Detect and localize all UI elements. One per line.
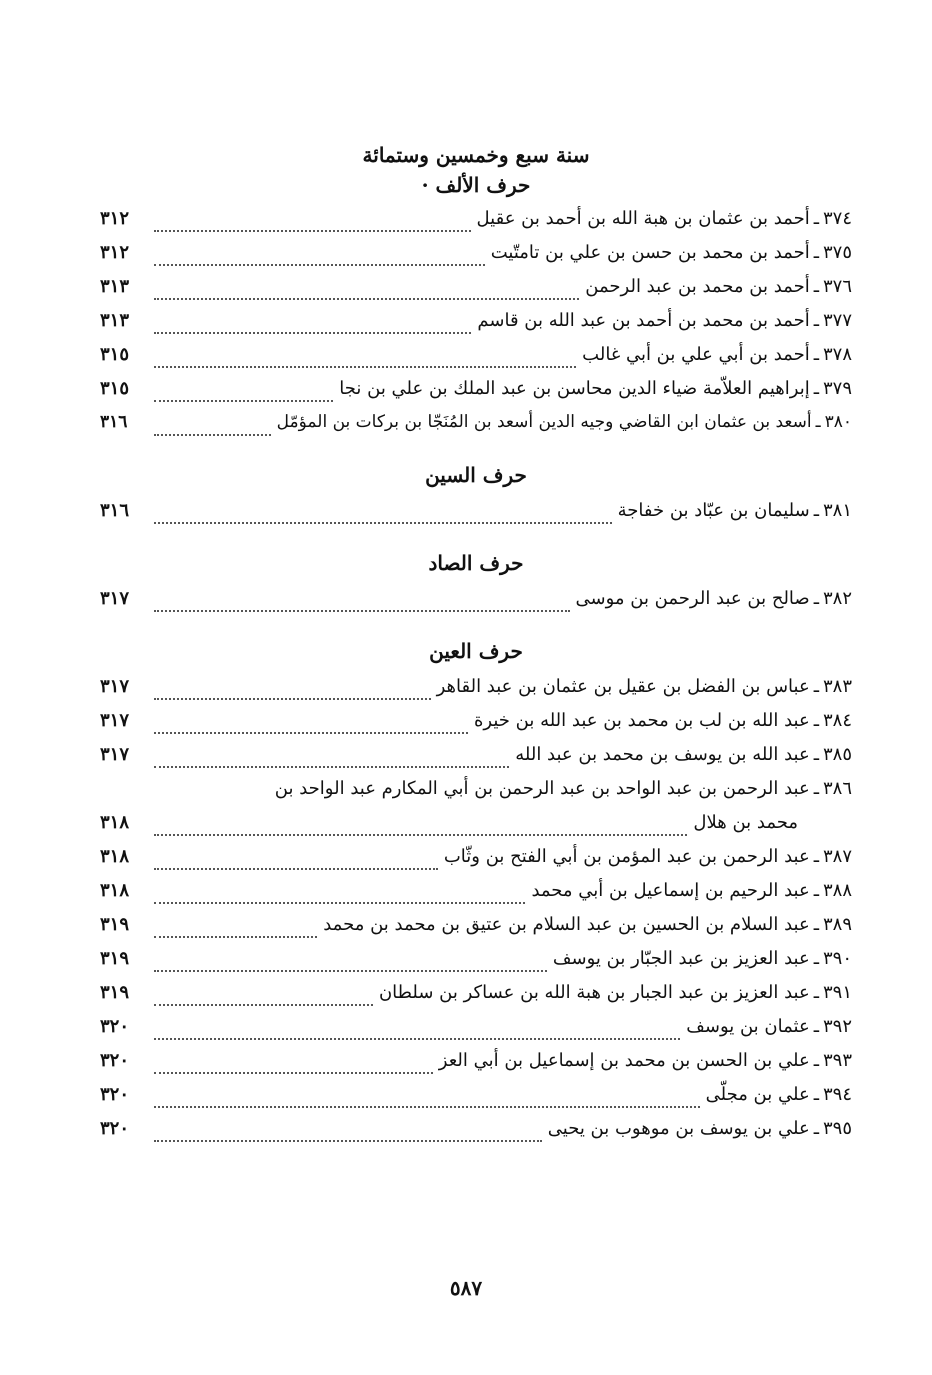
entry-page: ٣١٨ [100,880,130,901]
entry-page: ٣١٧ [100,710,130,731]
entry-name: أحمد بن محمد بن حسن بن علي بن تامتّيت [490,242,810,263]
leader-dots [154,698,431,700]
entry-name: علي بن مجلّى [705,1084,810,1105]
leader-dots [154,732,468,734]
section-title-ain: حرف العين [429,639,523,663]
index-entry: ٣٨٤ ـ عبد الله بن لب بن محمد بن عبد الله بن خيرة ٣١٧ [100,710,852,744]
entry-number: ٣٧٧ [822,310,852,331]
entry-name-continuation: محمد بن هلال [693,812,798,833]
entry-page: ٣١٢ [100,208,130,229]
index-entry: ٣٩٤ ـ علي بن مجلّى ٣٢٠ [100,1084,852,1118]
entry-page: ٣١٧ [100,588,130,609]
page-number: ٥٨٧ [449,1276,483,1300]
entry-page: ٣١٩ [100,948,130,969]
entry-number: ٣٨٥ [822,744,852,765]
index-entry: ٣٧٤ ـ أحمد بن عثمان بن هبة الله بن أحمد بن عقيل ٣١٢ [100,208,852,242]
entry-name: عبد السلام بن الحسين بن عبد السلام بن عتيق بن محمد بن محمد [323,914,810,935]
entry-page: ٣١٨ [100,812,130,833]
leader-dots [154,332,471,334]
leader-dots [154,834,687,836]
index-entry: ٣٩١ ـ عبد العزيز بن عبد الجبار بن هبة الله بن عساكر بن سلطان ٣١٩ [100,982,852,1016]
entry-number: ٣٨٧ [822,846,852,867]
index-entry: ٣٩٥ ـ علي بن يوسف بن موهوب بن يحيى ٣٢٠ [100,1118,852,1152]
index-entry: ٣٧٧ ـ أحمد بن محمد بن أحمد بن عبد الله بن قاسم ٣١٣ [100,310,852,344]
entry-name: علي بن يوسف بن موهوب بن يحيى [547,1118,810,1139]
entry-number: ٣٨٢ [822,588,852,609]
entry-name: إبراهيم العلاّمة ضياء الدين محاسن بن عبد الملك بن علي بن نجا [339,378,810,399]
entry-page: ٣١٩ [100,982,130,1003]
entry-name: عبد الله بن يوسف بن محمد بن عبد الله [515,744,810,765]
entry-number: ٣٧٨ [822,344,852,365]
entry-page: ٣١٢ [100,242,130,263]
entry-name: عثمان بن يوسف [686,1016,810,1037]
index-entry: ٣٧٥ ـ أحمد بن محمد بن حسن بن علي بن تامتّيت ٣١٢ [100,242,852,276]
entry-number: ٣٧٦ [822,276,852,297]
entry-number: ٣٩٢ [822,1016,852,1037]
index-entry: ٣٨٨ ـ عبد الرحيم بن إسماعيل بن أبي محمد ٣١٨ [100,880,852,914]
index-entry: ٣٩٠ ـ عبد العزيز بن عبد الجبّار بن يوسف ٣١٩ [100,948,852,982]
entry-name: أحمد بن محمد بن عبد الرحمن [585,276,810,297]
entry-number: ٣٩٠ [822,948,852,969]
entry-name: أحمد بن أبي علي بن أبي غالب [582,344,810,365]
entry-page: ٣٢٠ [100,1084,130,1105]
entry-page: ٣١٧ [100,676,130,697]
entry-page: ٣١٣ [100,310,130,331]
index-entry: ٣٨٩ ـ عبد السلام بن الحسين بن عبد السلام بن عتيق بن محمد بن محمد ٣١٩ [100,914,852,948]
index-content [100,140,852,1152]
entry-page: ٣١٧ [100,744,130,765]
entry-number: ٣٩١ [822,982,852,1003]
entry-number: ٣٧٤ [822,208,852,229]
entry-number: ٣٨٣ [822,676,852,697]
entry-page: ٣١٥ [100,378,130,399]
entry-page: ٣٢٠ [100,1118,130,1139]
entry-number: ٣٩٥ [822,1118,852,1139]
leader-dots [154,868,438,870]
index-entry: ٣٩٣ ـ علي بن الحسن بن محمد بن إسماعيل بن أبي العز ٣٢٠ [100,1050,852,1084]
leader-dots [154,766,509,768]
entry-name: عبد الرحمن بن عبد الواحد بن عبد الرحمن بن أبي المكارم عبد الواحد بن [274,778,810,799]
entry-name: أحمد بن محمد بن أحمد بن عبد الله بن قاسم [477,310,810,331]
leader-dots [154,230,471,232]
entry-number: ٣٨٩ [822,914,852,935]
entry-number: ٣٨١ [822,500,852,521]
leader-dots [154,400,333,402]
leader-dots [154,970,547,972]
entry-name: عبد العزيز بن عبد الجبار بن هبة الله بن عساكر بن سلطان [378,982,810,1003]
index-entry: ٣٨٦ ـ عبد الرحمن بن عبد الواحد بن عبد الرحمن بن أبي المكارم عبد الواحد بن [274,778,852,799]
entry-page: ٣٢٠ [100,1050,130,1071]
index-entry: ٣٧٨ ـ أحمد بن أبي علي بن أبي غالب ٣١٥ [100,344,852,378]
leader-dots [154,1140,542,1142]
entry-number: ٣٨٨ [822,880,852,901]
leader-dots [154,1038,680,1040]
leader-dots [154,366,576,368]
entry-page: ٣١٦ [100,500,130,521]
leader-dots [154,298,579,300]
entry-number: ٣٧٩ [822,378,852,399]
index-entry: ٣٨٥ ـ عبد الله بن يوسف بن محمد بن عبد الله ٣١٧ [100,744,852,778]
leader-dots [154,1072,433,1074]
entry-name: عبد الله بن لب بن محمد بن عبد الله بن خيرة [474,710,810,731]
year-title: سنة سبع وخمسين وستمائة [362,143,590,167]
entry-name: عبد العزيز بن عبد الجبّار بن يوسف [552,948,810,969]
leader-dots [154,434,271,436]
section-title-sad: حرف الصاد [428,551,524,575]
entry-name: صالح بن عبد الرحمن بن موسى [575,588,810,609]
index-entry-continuation [100,812,852,846]
entry-name: أحمد بن عثمان بن هبة الله بن أحمد بن عقيل [476,208,810,229]
leader-dots [154,522,612,524]
entry-number: ٣٨٦ [822,778,852,799]
entry-number: ٣٧٥ [822,242,852,263]
index-entry: ٣٧٩ ـ إبراهيم العلاّمة ضياء الدين محاسن بن عبد الملك بن علي بن نجا ٣١٥ [100,378,852,412]
leader-dots [154,902,525,904]
leader-dots [154,1106,700,1108]
entry-page: ٣١٦ [100,412,128,432]
entry-page: ٣١٩ [100,914,130,935]
entry-name: أسعد بن عثمان ابن القاضي وجيه الدين أسعد بن المُنَجّا بن بركات بن المؤمّل [276,412,812,432]
entry-name: علي بن الحسن بن محمد بن إسماعيل بن أبي العز [438,1050,810,1071]
entry-number: ٣٨٠ [824,412,852,432]
section-title-sin: حرف السين [425,463,527,487]
entry-name: سليمان بن عبّاد بن خفاجة [617,500,810,521]
index-entry: ٣٨٣ ـ عباس بن الفضل بن عقيل بن عثمان بن عبد القاهر ٣١٧ [100,676,852,710]
leader-dots [154,936,317,938]
leader-dots [154,610,570,612]
index-entry: ٣٨٧ ـ عبد الرحمن بن عبد المؤمن بن أبي الفتح بن وثّاب ٣١٨ [100,846,852,880]
entry-name: عباس بن الفضل بن عقيل بن عثمان بن عبد القاهر [436,676,810,697]
index-entry: ٣٩٢ ـ عثمان بن يوسف ٣٢٠ [100,1016,852,1050]
index-entry: ٣٨٠ ـ أسعد بن عثمان ابن القاضي وجيه الدين أسعد بن المُنَجّا بن بركات بن المؤمّل ٣١٦ [100,412,852,446]
leader-dots [154,1004,373,1006]
entry-page: ٣١٣ [100,276,130,297]
section-title-alif: حرف الألف · [421,173,531,197]
index-entry: ٣٧٦ ـ أحمد بن محمد بن عبد الرحمن ٣١٣ [100,276,852,310]
index-entry: ٣٨١ ـ سليمان بن عبّاد بن خفاجة ٣١٦ [100,500,852,534]
entry-name: عبد الرحيم بن إسماعيل بن أبي محمد [531,880,810,901]
entry-number: ٣٨٤ [822,710,852,731]
entry-number: ٣٩٤ [822,1084,852,1105]
index-entry: ٣٨٢ ـ صالح بن عبد الرحمن بن موسى ٣١٧ [100,588,852,622]
leader-dots [154,264,485,266]
entry-number: ٣٩٣ [822,1050,852,1071]
entry-page: ٣٢٠ [100,1016,130,1037]
entry-name: عبد الرحمن بن عبد المؤمن بن أبي الفتح بن وثّاب [443,846,810,867]
entry-page: ٣١٨ [100,846,130,867]
entry-page: ٣١٥ [100,344,130,365]
